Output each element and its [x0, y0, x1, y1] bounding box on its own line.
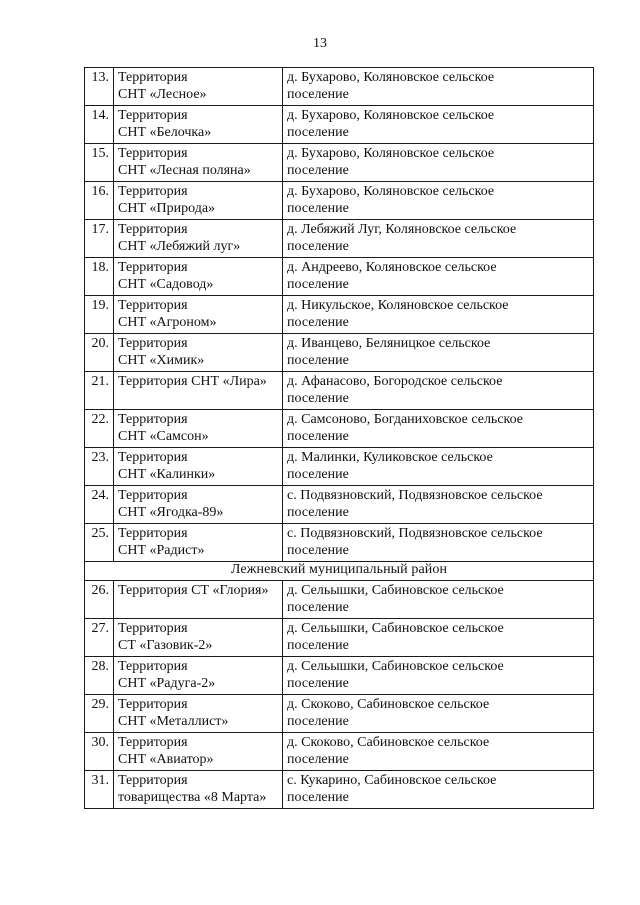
table-row — [85, 619, 594, 657]
territory-name-line: СНТ «Белочка» — [118, 124, 212, 140]
row-number: 17. — [85, 220, 114, 258]
location-line: с. Подвязновский, Подвязновское сельское — [287, 488, 543, 503]
location — [283, 486, 594, 524]
territory-name — [114, 657, 283, 695]
location — [283, 733, 594, 771]
location-line: поселение — [287, 637, 349, 653]
location — [283, 144, 594, 182]
table-row — [85, 182, 594, 220]
location — [283, 258, 594, 296]
location-line: поселение — [287, 162, 349, 178]
territory-name-line: Территория — [118, 450, 188, 465]
row-number: 22. — [85, 410, 114, 448]
location — [283, 524, 594, 562]
territory-name-line: Территория СНТ «Лира» — [118, 374, 267, 389]
territory-name-line: Территория — [118, 108, 188, 123]
territory-name-line: Территория — [118, 184, 188, 199]
location-line: поселение — [287, 713, 349, 729]
location — [283, 695, 594, 733]
row-number: 16. — [85, 182, 114, 220]
location — [283, 296, 594, 334]
territory-name-line: СНТ «Радист» — [118, 542, 205, 558]
territory-name — [114, 372, 283, 410]
location — [283, 220, 594, 258]
page-number: 13 — [313, 36, 327, 51]
section-header-row — [85, 562, 594, 581]
territory-name-line: СТ «Газовик-2» — [118, 637, 213, 653]
territory-name — [114, 524, 283, 562]
location-line: д. Андреево, Коляновское сельское — [287, 260, 497, 275]
location-line: поселение — [287, 542, 349, 558]
territory-name-line: Территория — [118, 621, 188, 636]
location-line: поселение — [287, 599, 349, 615]
territory-name-line: Территория — [118, 526, 188, 541]
table-row — [85, 296, 594, 334]
row-number: 23. — [85, 448, 114, 486]
territory-name-line: СНТ «Калинки» — [118, 466, 216, 482]
table-row — [85, 581, 594, 619]
location-line: с. Кукарино, Сабиновское сельское — [287, 773, 497, 788]
territory-name — [114, 258, 283, 296]
table-row — [85, 524, 594, 562]
table-row — [85, 144, 594, 182]
territory-name-line: Территория — [118, 222, 188, 237]
territory-table — [84, 67, 594, 809]
row-number: 30. — [85, 733, 114, 771]
territory-name — [114, 581, 283, 619]
location-line: д. Сельышки, Сабиновское сельское — [287, 583, 504, 598]
location-line: д. Бухарово, Коляновское сельское — [287, 108, 495, 123]
location-line: поселение — [287, 276, 349, 292]
location — [283, 619, 594, 657]
location-line: д. Лебяжий Луг, Коляновское сельское — [287, 222, 517, 237]
row-number: 24. — [85, 486, 114, 524]
territory-name-line: Территория — [118, 70, 188, 85]
location-line: д. Сельышки, Сабиновское сельское — [287, 659, 504, 674]
row-number: 15. — [85, 144, 114, 182]
location-line: поселение — [287, 314, 349, 330]
territory-name-line: Территория — [118, 773, 188, 788]
location-line: поселение — [287, 352, 349, 368]
territory-name-line: Территория — [118, 260, 188, 275]
location-line: д. Бухарово, Коляновское сельское — [287, 70, 495, 85]
location-line: д. Никульское, Коляновское сельское — [287, 298, 509, 313]
location-line: д. Бухарово, Коляновское сельское — [287, 184, 495, 199]
location-line: д. Иванцево, Беляницкое сельское — [287, 336, 491, 351]
location — [283, 410, 594, 448]
location — [283, 68, 594, 106]
territory-name-line: СНТ «Радуга-2» — [118, 675, 216, 691]
territory-name-line: СНТ «Лебяжий луг» — [118, 238, 241, 254]
location-line: поселение — [287, 124, 349, 140]
territory-name — [114, 296, 283, 334]
location-line: поселение — [287, 466, 349, 482]
location-line: поселение — [287, 751, 349, 767]
territory-name-line: СНТ «Химик» — [118, 352, 205, 368]
table-row — [85, 657, 594, 695]
table-body-top — [85, 68, 594, 562]
location — [283, 106, 594, 144]
territory-name — [114, 619, 283, 657]
table-row — [85, 733, 594, 771]
location — [283, 372, 594, 410]
territory-name-line: СНТ «Лесная поляна» — [118, 162, 251, 178]
territory-name-line: СНТ «Лесное» — [118, 86, 207, 102]
territory-name — [114, 334, 283, 372]
row-number: 29. — [85, 695, 114, 733]
table-row — [85, 68, 594, 106]
table-section — [85, 562, 594, 581]
row-number: 20. — [85, 334, 114, 372]
territory-name-line: СНТ «Ягодка-89» — [118, 504, 224, 520]
location — [283, 657, 594, 695]
table-row — [85, 771, 594, 809]
table-row — [85, 695, 594, 733]
row-number: 26. — [85, 581, 114, 619]
location-line: д. Самсоново, Богданиховское сельское — [287, 412, 524, 427]
territory-name-line: СНТ «Металлист» — [118, 713, 229, 729]
table-row — [85, 106, 594, 144]
territory-name-line: Территория СТ «Глория» — [118, 583, 269, 598]
location-line: поселение — [287, 789, 349, 805]
location — [283, 182, 594, 220]
location-line: поселение — [287, 504, 349, 520]
territory-name — [114, 733, 283, 771]
location — [283, 581, 594, 619]
location-line: поселение — [287, 390, 349, 406]
location-line: д. Сельышки, Сабиновское сельское — [287, 621, 504, 636]
territory-name-line: СНТ «Садовод» — [118, 276, 214, 292]
territory-name-line: СНТ «Авиатор» — [118, 751, 214, 767]
table-row — [85, 410, 594, 448]
territory-name-line: Территория — [118, 735, 188, 750]
territory-name — [114, 486, 283, 524]
table-row — [85, 220, 594, 258]
territory-name — [114, 144, 283, 182]
location-line: д. Малинки, Куликовское сельское — [287, 450, 493, 465]
row-number: 13. — [85, 68, 114, 106]
territory-name-line: Территория — [118, 146, 188, 161]
territory-name-line: Территория — [118, 298, 188, 313]
territory-name-line: СНТ «Природа» — [118, 200, 216, 216]
territory-name-line: Территория — [118, 659, 188, 674]
territory-name — [114, 410, 283, 448]
table-row — [85, 334, 594, 372]
table-row — [85, 258, 594, 296]
location — [283, 334, 594, 372]
location-line: поселение — [287, 675, 349, 691]
territory-name — [114, 68, 283, 106]
table-row — [85, 448, 594, 486]
territory-name — [114, 771, 283, 809]
row-number: 19. — [85, 296, 114, 334]
territory-name — [114, 182, 283, 220]
row-number: 14. — [85, 106, 114, 144]
location — [283, 448, 594, 486]
location — [283, 771, 594, 809]
location-line: поселение — [287, 428, 349, 444]
row-number: 25. — [85, 524, 114, 562]
location-line: с. Подвязновский, Подвязновское сельское — [287, 526, 543, 541]
location-line: поселение — [287, 238, 349, 254]
location-line: д. Скоково, Сабиновское сельское — [287, 697, 490, 712]
table-row — [85, 372, 594, 410]
territory-name-line: Территория — [118, 697, 188, 712]
row-number: 18. — [85, 258, 114, 296]
territory-name — [114, 695, 283, 733]
table-row — [85, 486, 594, 524]
territory-name-line: товарищества «8 Марта» — [118, 789, 267, 805]
table-body-bottom — [85, 581, 594, 809]
section-title: Лежневский муниципальный район — [85, 562, 594, 581]
location-line: поселение — [287, 200, 349, 216]
row-number: 31. — [85, 771, 114, 809]
row-number: 21. — [85, 372, 114, 410]
territory-name-line: Территория — [118, 336, 188, 351]
location-line: д. Бухарово, Коляновское сельское — [287, 146, 495, 161]
location-line: д. Скоково, Сабиновское сельское — [287, 735, 490, 750]
territory-name — [114, 106, 283, 144]
row-number: 28. — [85, 657, 114, 695]
territory-name-line: Территория — [118, 488, 188, 503]
location-line: поселение — [287, 86, 349, 102]
territory-name-line: Территория — [118, 412, 188, 427]
row-number: 27. — [85, 619, 114, 657]
location-line: д. Афанасово, Богородское сельское — [287, 374, 503, 389]
territory-name-line: СНТ «Агроном» — [118, 314, 217, 330]
territory-name — [114, 448, 283, 486]
territory-name-line: СНТ «Самсон» — [118, 428, 209, 444]
territory-name — [114, 220, 283, 258]
